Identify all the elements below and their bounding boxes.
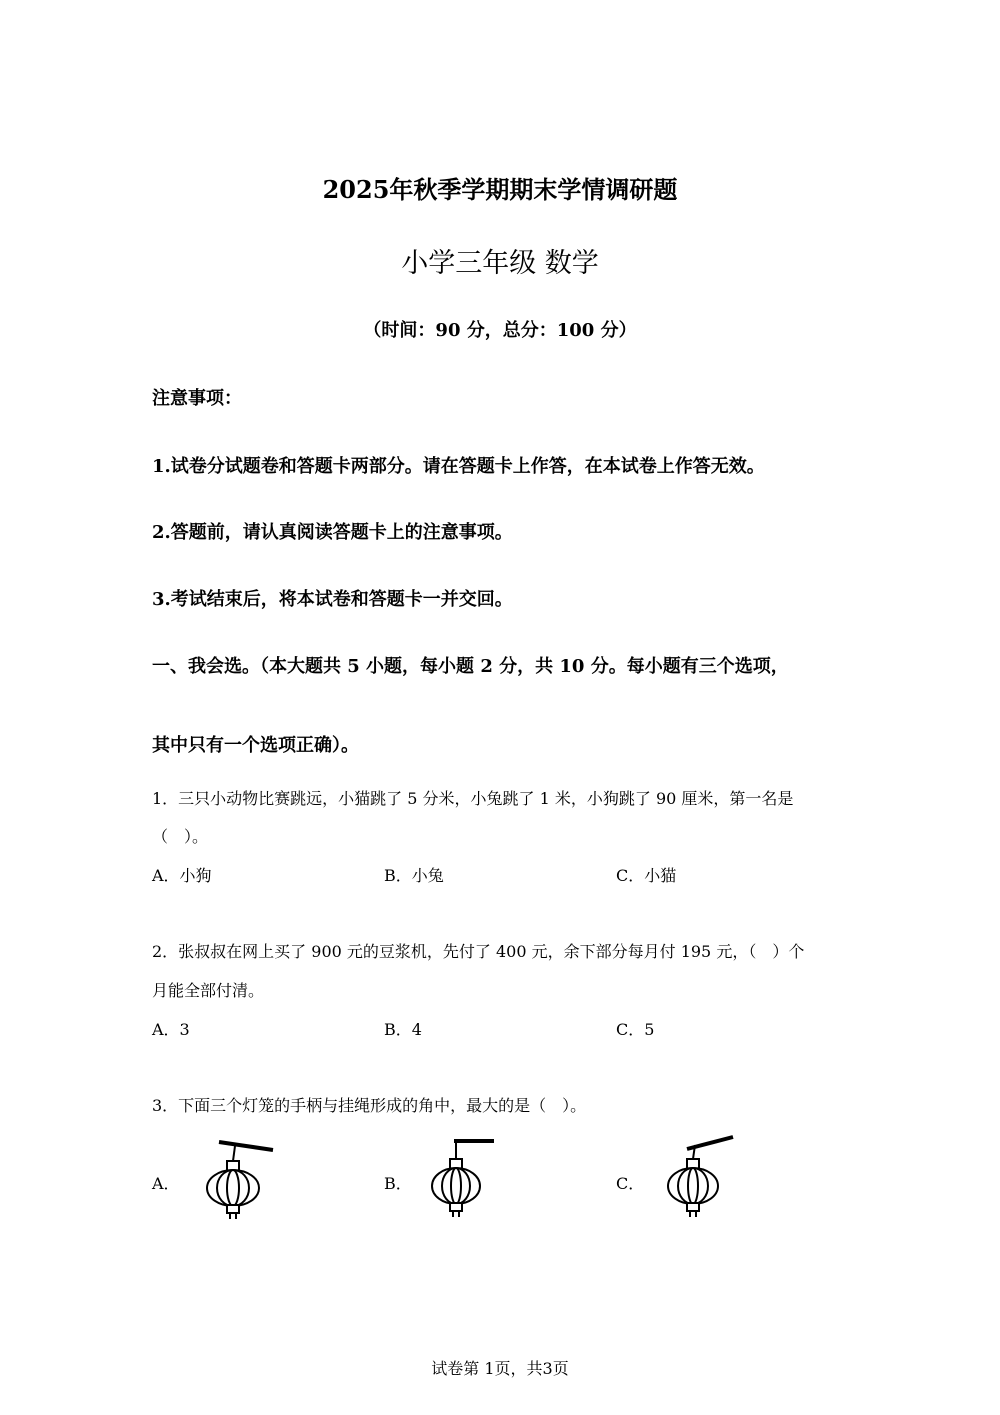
page-subtitle: 小学三年级 数学 [401,248,599,279]
option-b: B． [384,1174,412,1193]
option-a: A．小狗 [152,866,212,885]
option-b: B．4 [384,1020,422,1039]
option-c: C． [616,1174,645,1193]
section-heading-cont: 其中只有一个选项正确）。 [152,735,359,756]
section-heading: 一、我会选。（本大题共 5 小题，每小题 2 分，共 10 分。每小题有三个选项， [152,656,789,677]
question-1: 1．三只小动物比赛跳远，小猫跳了 5 分米，小兔跳了 1 米，小狗跳了 90 厘米，第一名是 [152,789,794,808]
option-c: C．小猫 [616,866,677,885]
notice-item: 2.答题前，请认真阅读答题卡上的注意事项。 [152,522,513,543]
notice-heading: 注意事项： [152,388,242,409]
question-1-cont: （ ）。 [152,827,209,846]
notice-item: 1.试卷分试题卷和答题卡两部分。请在答题卡上作答，在本试卷上作答无效。 [152,456,765,477]
option-b: B．小兔 [384,866,444,885]
notice-item: 3.考试结束后，将本试卷和答题卡一并交回。 [152,589,513,610]
question-3: 3．下面三个灯笼的手柄与挂绳形成的角中，最大的是（ ）。 [152,1096,587,1115]
lantern-icon [655,1133,745,1223]
option-c: C．5 [616,1020,655,1039]
page-title: 2025年秋季学期期末学情调研题 [322,175,678,204]
question-2: 2．张叔叔在网上买了 900 元的豆浆机，先付了 400 元，余下部分每月付 195 元，（ ）个 [152,942,805,961]
lantern-icon [195,1133,285,1223]
option-a: A．3 [152,1020,190,1039]
time-info: （时间：90 分，总分：100 分） [363,320,637,341]
option-a: A． [152,1174,180,1193]
question-2-cont: 月能全部付清。 [152,981,265,1000]
page-footer: 试卷第 1页，共3页 [431,1359,569,1378]
lantern-icon [420,1133,510,1223]
